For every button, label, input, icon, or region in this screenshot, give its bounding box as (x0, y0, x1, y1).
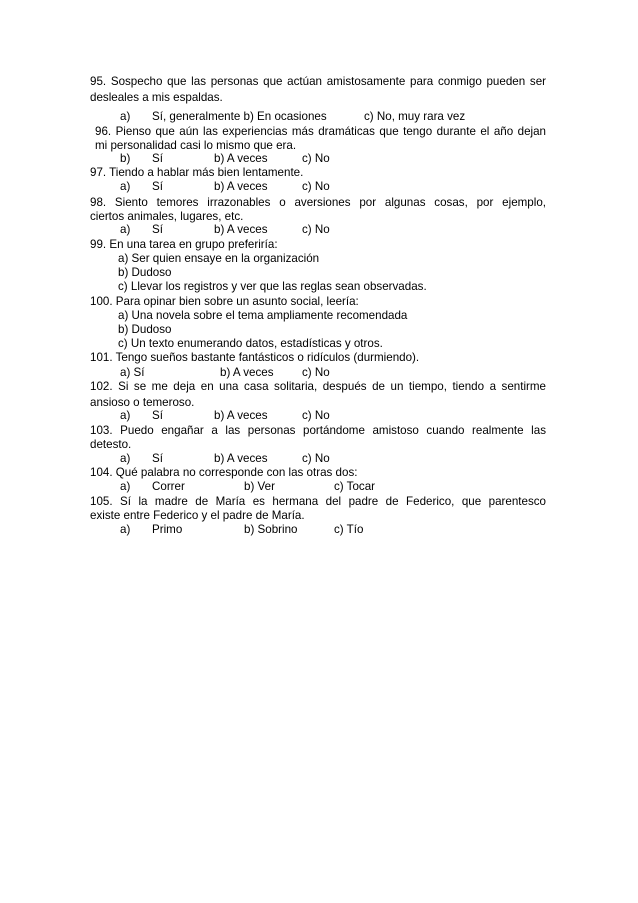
question-100-line-1: 100. Para opinar bien sobre un asunto social, leería: (90, 295, 359, 308)
question-101-option-b: b) A veces (220, 366, 274, 379)
question-104-option-c: c) Tocar (334, 480, 376, 493)
question-96-option-a: Sí (152, 152, 163, 165)
question-103-line-1: 103. Puedo engañar a las personas portándome amistoso cuando realmente las (90, 424, 546, 437)
question-98-option-c: c) No (302, 223, 330, 236)
question-95-line-1: 95. Sospecho que las personas que actúan amistosamente para conmigo pueden ser (90, 75, 546, 88)
question-102-option-c: c) No (302, 409, 330, 422)
question-98-option-b: b) A veces (214, 223, 268, 236)
question-97-option-a-marker: a) (120, 180, 131, 193)
question-105-option-a-marker: a) (120, 523, 131, 536)
question-102-option-a: Sí (152, 409, 163, 422)
question-97-line-1: 97. Tiendo a hablar más bien lentamente. (90, 166, 304, 179)
question-96-option-c: c) No (302, 152, 330, 165)
question-98-option-a: Sí (152, 223, 163, 236)
question-95-option-a: Sí, generalmente b) En ocasiones (152, 110, 327, 123)
question-103-option-b: b) A veces (214, 452, 268, 465)
question-99-line-1: 99. En una tarea en grupo preferiría: (90, 238, 278, 251)
question-96-line-2: mi personalidad casi lo mismo que era. (95, 139, 297, 152)
question-97-option-c: c) No (302, 180, 330, 193)
question-103-option-c: c) No (302, 452, 330, 465)
question-101-option-c: c) No (302, 366, 330, 379)
question-100-option-b: b) Dudoso (118, 323, 172, 336)
question-100-option-a: a) Una novela sobre el tema ampliamente recomendada (118, 309, 408, 322)
question-105-line-1: 105. Sí la madre de María es hermana del padre de Federico, que parentesco (90, 495, 546, 508)
question-101-line-1: 101. Tengo sueños bastante fantásticos o ridículos (durmiendo). (90, 351, 420, 364)
question-99-option-c: c) Llevar los registros y ver que las reglas sean observadas. (118, 280, 427, 293)
question-96-option-b: b) A veces (214, 152, 268, 165)
question-95-line-2: desleales a mis espaldas. (90, 91, 223, 104)
question-97-option-b: b) A veces (214, 180, 268, 193)
question-103-option-a: Sí (152, 452, 163, 465)
question-103-line-2: detesto. (90, 438, 132, 451)
question-99-option-a: a) Ser quien ensaye en la organización (118, 252, 320, 265)
question-97-option-a: Sí (152, 180, 163, 193)
question-102-line-1: 102. Si se me deja en una casa solitaria, después de un tiempo, tiendo a sentirme (90, 380, 546, 393)
question-105-option-a: Primo (152, 523, 183, 536)
question-104-option-a: Correr (152, 480, 185, 493)
question-103-option-a-marker: a) (120, 452, 131, 465)
question-95-option-a-marker: a) (120, 110, 131, 123)
question-102-option-b: b) A veces (214, 409, 268, 422)
question-105-option-c: c) Tío (334, 523, 364, 536)
question-99-option-b: b) Dudoso (118, 266, 172, 279)
question-96-option-a-marker: b) (120, 152, 131, 165)
question-102-option-a-marker: a) (120, 409, 131, 422)
question-95-option-c: c) No, muy rara vez (364, 110, 466, 123)
question-104-option-b: b) Ver (244, 480, 275, 493)
question-98-option-a-marker: a) (120, 223, 131, 236)
question-105-option-b: b) Sobrino (244, 523, 298, 536)
question-104-line-1: 104. Qué palabra no corresponde con las otras dos: (90, 466, 358, 479)
question-104-option-a-marker: a) (120, 480, 131, 493)
question-105-line-2: existe entre Federico y el padre de María. (90, 509, 305, 522)
question-96-line-1: 96. Pienso que aún las experiencias más dramáticas que tengo durante el año dejan (95, 125, 546, 138)
question-98-line-2: ciertos animales, lugares, etc. (90, 210, 244, 223)
question-98-line-1: 98. Siento temores irrazonables o aversiones por algunas cosas, por ejemplo, (90, 196, 546, 209)
question-100-option-c: c) Un texto enumerando datos, estadísticas y otros. (118, 337, 383, 350)
question-101-option-a: a) Sí (120, 366, 145, 379)
question-102-line-2: ansioso o temeroso. (90, 396, 195, 409)
